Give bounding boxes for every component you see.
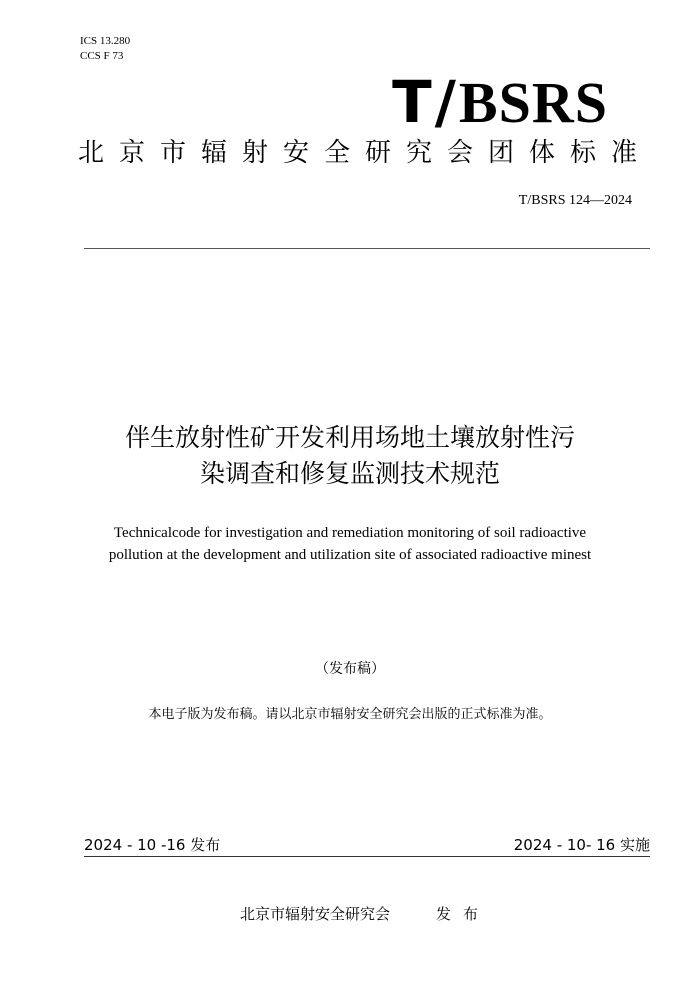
chinese-title-line-2: 染调查和修复监测技术规范	[199, 459, 500, 488]
organization-standard-title: 北京市辐射安全研究会团体标准	[78, 138, 653, 168]
ics-code: ICS 13.280	[80, 35, 131, 47]
implement-date: 2024 - 10- 16 实施	[513, 836, 650, 854]
bottom-divider	[84, 856, 650, 857]
english-title-line-1: Technicalcode for investigation and remediation monitoring of soil radioactive	[113, 525, 587, 541]
release-notice: 本电子版为发布稿。请以北京市辐射安全研究会出版的正式标准为准。	[148, 707, 552, 722]
english-title-line-2: pollution at the development and utilization site of associated radioactive minest	[108, 547, 592, 563]
english-title	[40, 522, 660, 566]
chinese-title	[40, 420, 660, 492]
top-divider	[84, 248, 650, 249]
issuer-name: 北京市辐射安全研究会	[240, 905, 391, 923]
ccs-code: CCS F 73	[80, 50, 124, 62]
logo-slash: /	[434, 68, 457, 136]
draft-status-label: （发布稿）	[315, 661, 385, 677]
logo-t: T	[392, 68, 433, 136]
publish-date: 2024 - 10 -16 发布	[84, 836, 221, 854]
standard-number: T/BSRS 124—2024	[518, 193, 632, 208]
chinese-title-line-1: 伴生放射性矿开发利用场地土壤放射性污	[124, 423, 575, 452]
logo-bsrs: BSRS	[458, 70, 608, 135]
standard-logo	[392, 68, 608, 137]
issue-verb: 发布	[436, 905, 491, 923]
